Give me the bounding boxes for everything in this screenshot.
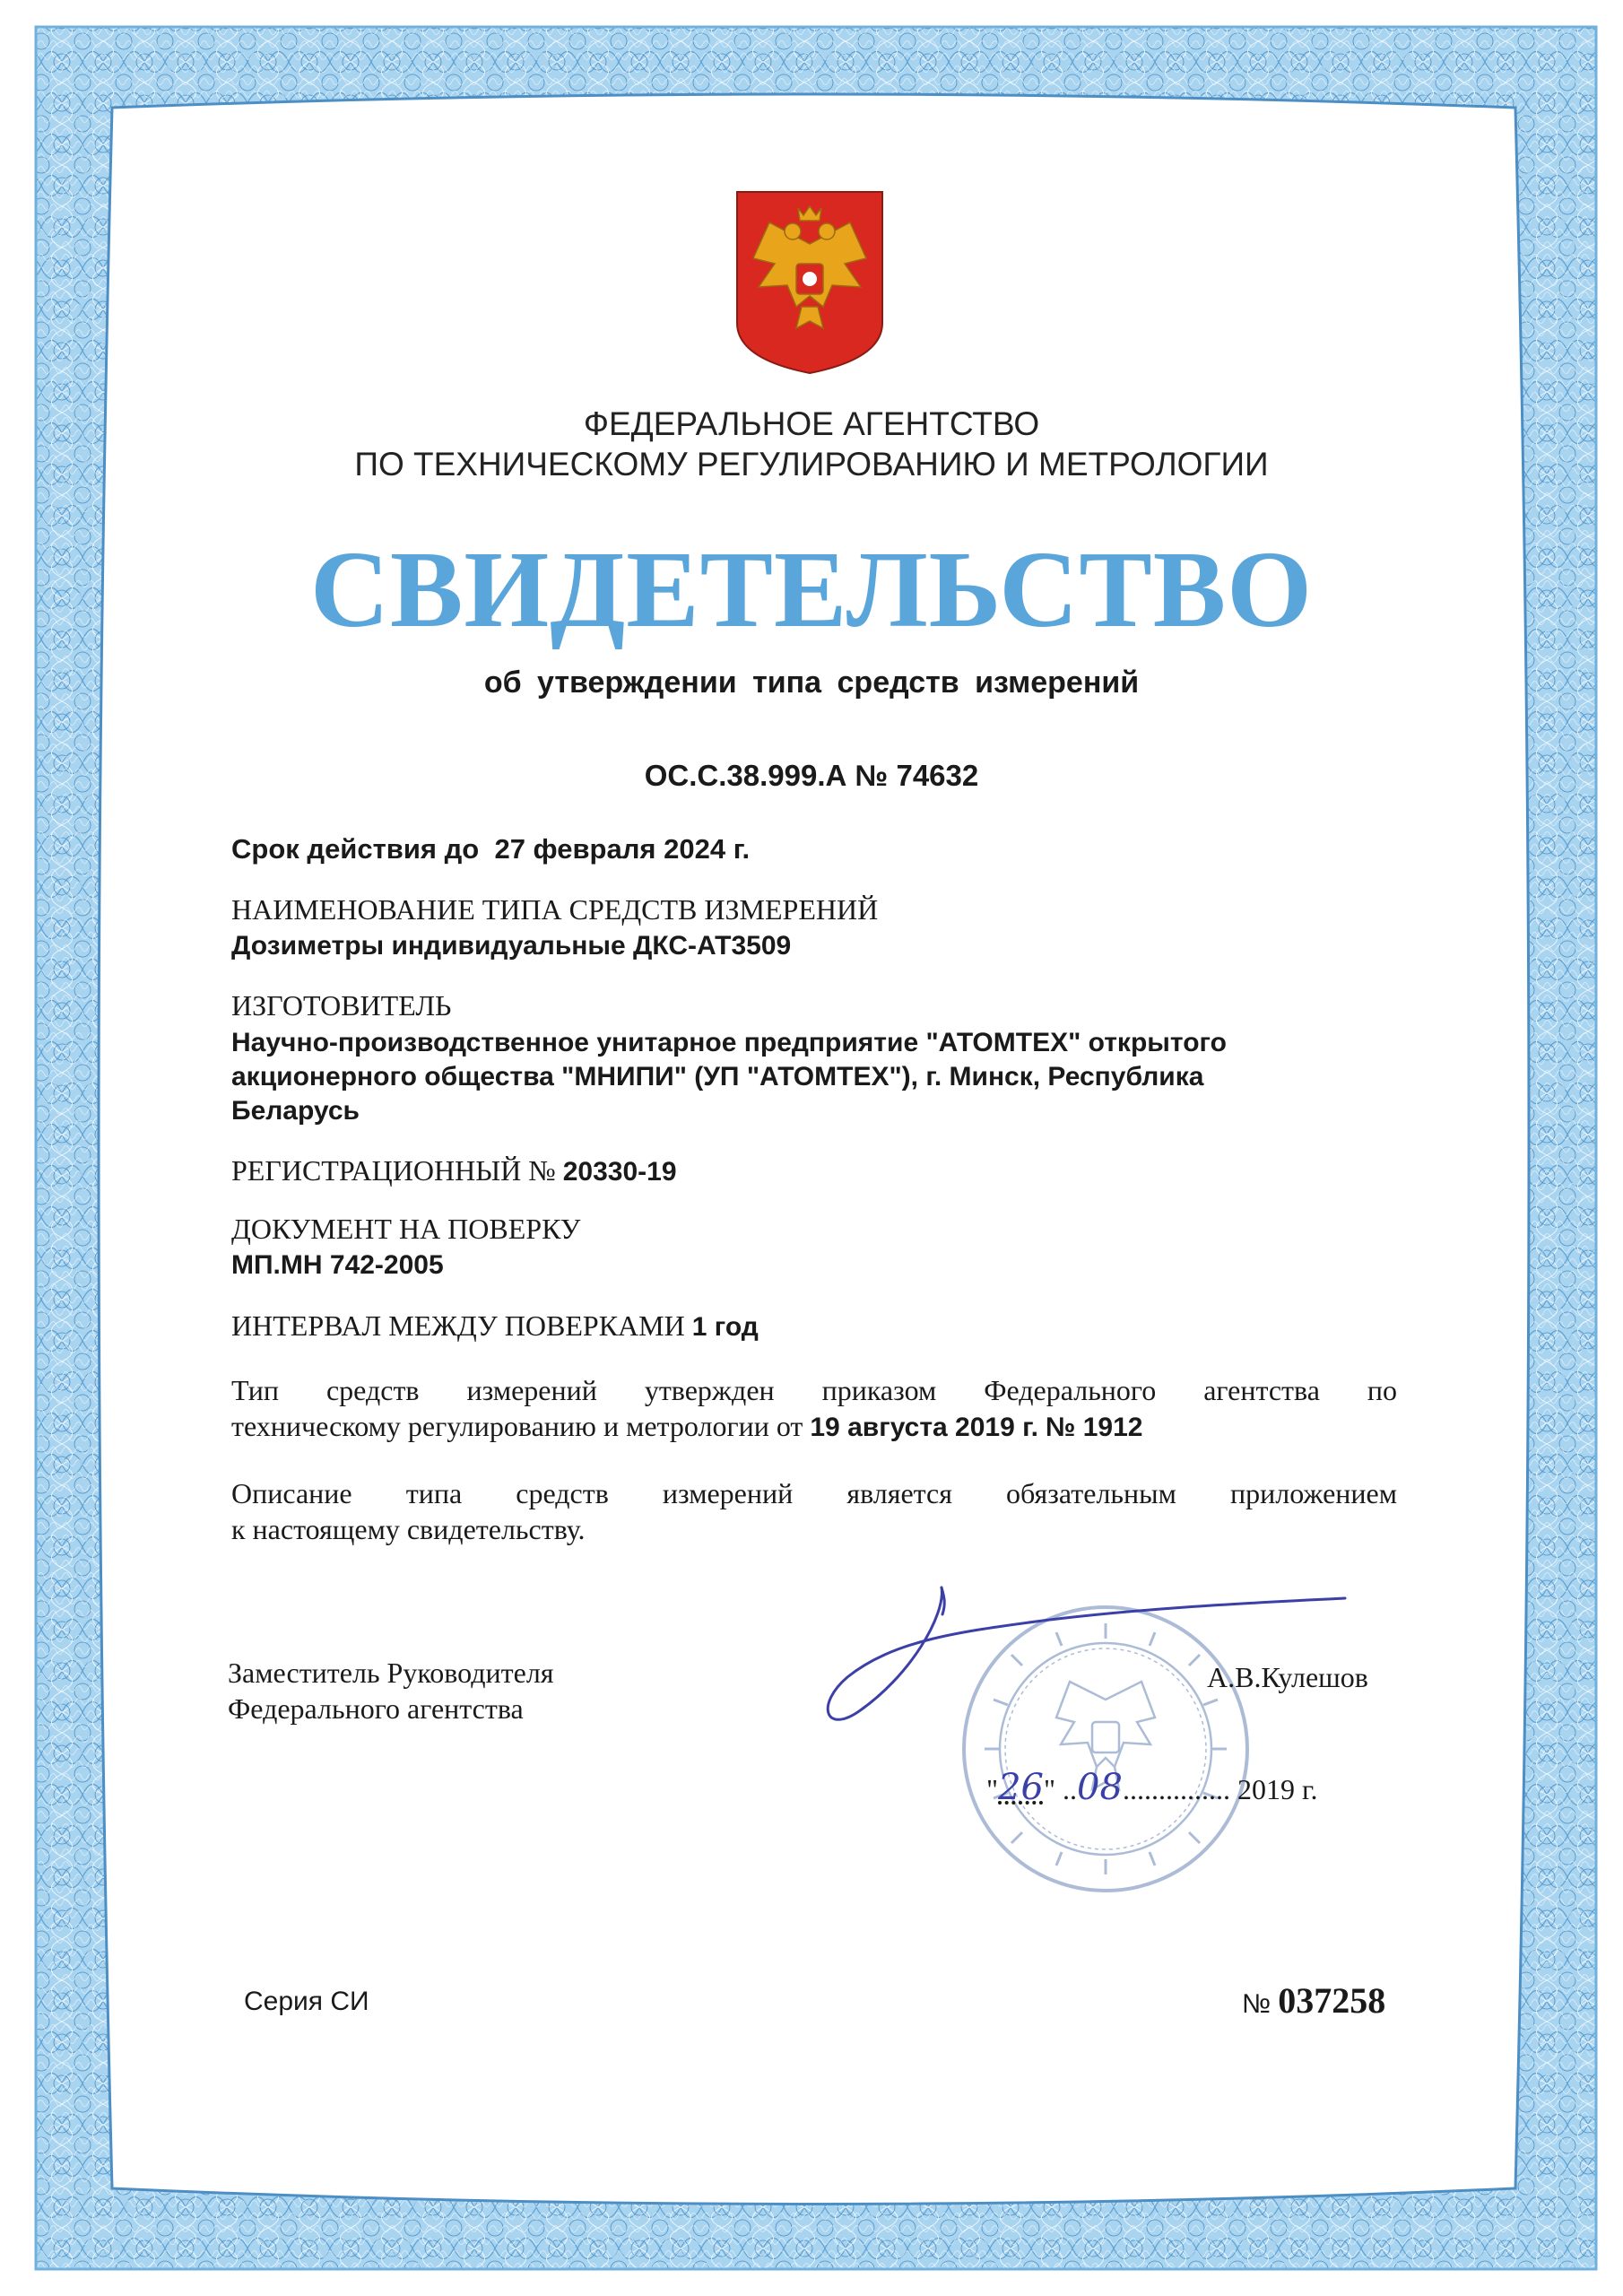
certificate-number: ОС.С.38.999.А № 74632 (644, 759, 979, 792)
validity-date: 27 февраля 2024 г. (494, 833, 751, 865)
signature-date (986, 1767, 1317, 1808)
certificate-title: СВИДЕТЕЛЬСТВО (309, 529, 1314, 650)
validity-row (231, 833, 750, 865)
registration-value: 20330-19 (562, 1157, 677, 1187)
serial-number: 037258 (1278, 1980, 1386, 2021)
verification-doc-label: ДОКУМЕНТ НА ПОВЕРКУ (231, 1213, 581, 1245)
interval-value: 1 год (691, 1312, 759, 1342)
signatory-name: А.В.Кулешов (1207, 1661, 1368, 1693)
agency-name-line2: ПО ТЕХНИЧЕСКОМУ РЕГУЛИРОВАНИЮ И МЕТРОЛОГИИ (354, 446, 1269, 483)
number-sign: № (1242, 1989, 1271, 2019)
approval-order-number: № 1912 (1045, 1413, 1143, 1442)
signatory-position-line2: Федерального агентства (228, 1692, 524, 1725)
approval-line1: Тип средств измерений утвержден приказом Федерального агентства по (231, 1374, 1397, 1406)
approval-line2-text: техническому регулированию и метрологии от (231, 1410, 803, 1442)
series-label: Серия СИ (244, 1987, 369, 2016)
manufacturer-line1: Научно-производственное унитарное предприятие "АТОМТЕХ" открытого (231, 1028, 1227, 1057)
serial-number-row (1242, 1979, 1385, 2022)
signatory-position-line1: Заместитель Руководителя (228, 1657, 554, 1689)
manufacturer-line2: акционерного общества "МНИПИ" (УП "АТОМТЕХ"), г. Минск, Республика (231, 1062, 1204, 1091)
interval-label: ИНТЕРВАЛ МЕЖДУ ПОВЕРКАМИ (231, 1309, 685, 1342)
date-dots: ............... (1122, 1773, 1230, 1805)
russian-coat-of-arms-icon (733, 188, 886, 377)
approval-order-date: 19 августа 2019 г. (810, 1413, 1038, 1442)
verification-doc-value: МП.МН 742-2005 (231, 1250, 444, 1280)
registration-label: РЕГИСТРАЦИОННЫЙ № (231, 1154, 556, 1187)
date-mid: " .. (1043, 1773, 1078, 1805)
validity-label: Срок действия до (231, 833, 480, 865)
description-note-line1: Описание типа средств измерений является обязательным приложением (231, 1477, 1397, 1509)
date-month: 08 (1077, 1767, 1123, 1808)
date-open-quote: " (986, 1773, 999, 1805)
date-year: 2019 г. (1237, 1773, 1318, 1805)
registration-row (231, 1154, 677, 1187)
manufacturer-line3: Беларусь (231, 1096, 360, 1126)
instrument-type-label: НАИМЕНОВАНИЕ ТИПА СРЕДСТВ ИЗМЕРЕНИЙ (231, 893, 879, 926)
handwritten-signature (812, 1578, 1350, 1731)
agency-name-line1: ФЕДЕРАЛЬНОЕ АГЕНТСТВО (583, 405, 1040, 442)
instrument-type-value: Дозиметры индивидуальные ДКС-АТ3509 (231, 931, 792, 961)
manufacturer-label: ИЗГОТОВИТЕЛЬ (231, 989, 452, 1022)
description-note-line2: к настоящему свидетельству. (231, 1513, 586, 1545)
certificate-subtitle: об утверждении типа средств измерений (483, 665, 1140, 700)
approval-line2 (231, 1408, 1397, 1446)
interval-row (231, 1309, 759, 1343)
date-day: 26 (998, 1767, 1044, 1808)
